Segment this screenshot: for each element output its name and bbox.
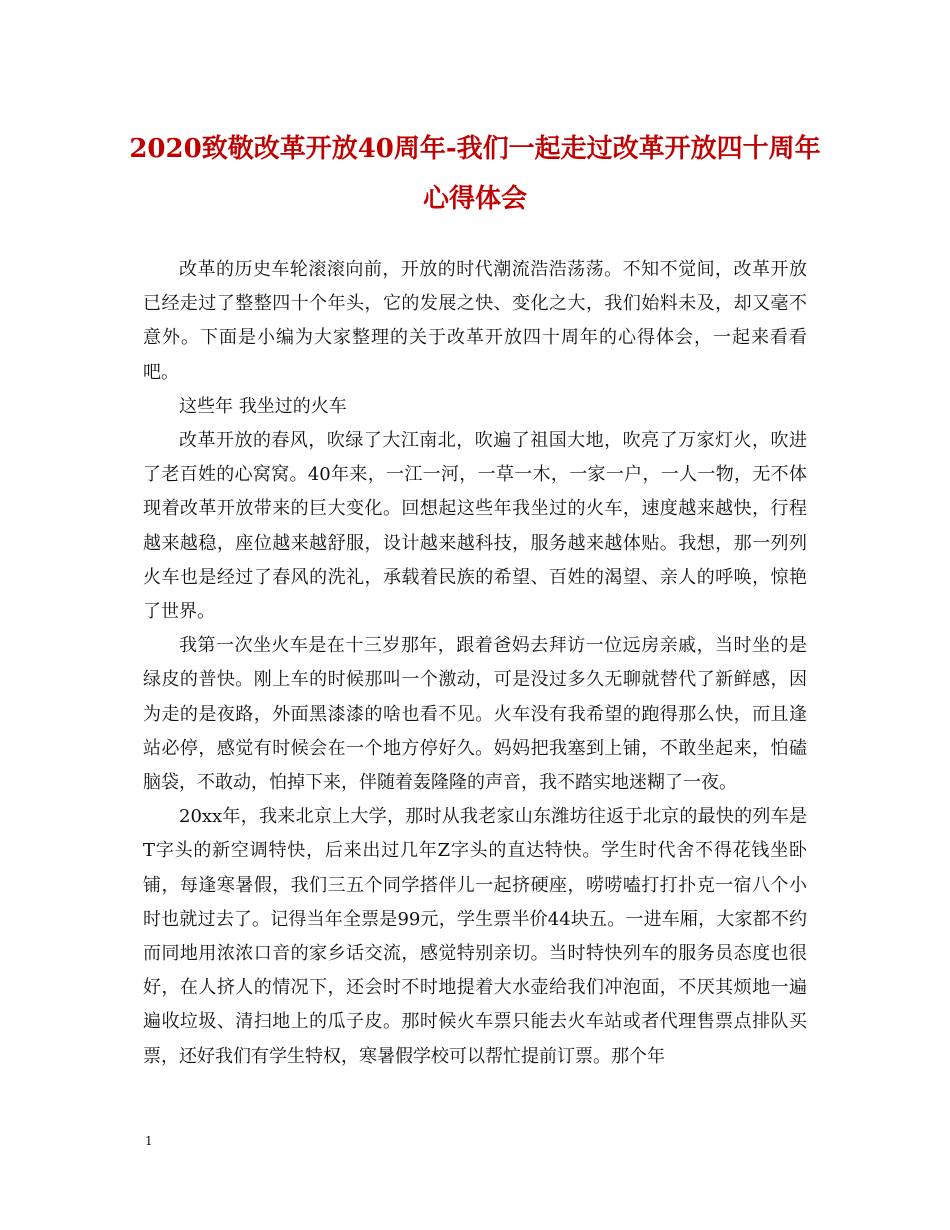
document-title-line2: 心得体会	[422, 184, 527, 214]
page-number: 1	[145, 1134, 153, 1148]
document-title-line1: 2020致敬改革开放40周年-我们一起走过改革开放四十周年	[129, 134, 821, 164]
document-body	[143, 253, 807, 1074]
body-paragraph: 改革开放的春风，吹绿了大江南北，吹遍了祖国大地，吹亮了万家灯火，吹进了老百姓的心窝窝。40年来，一江一河，一草一木，一家一户，一人一物，无不体现着改革开放带来的巨大变化。回想起这些年我坐过的火车，速度越来越快，行程越来越稳，座位越来越舒服，设计越来越科技，服务越来越体贴。我想，那一列列火车也是经过了春风的洗礼，承载着民族的希望、百姓的渴望、亲人的呼唤，惊艳了世界。	[143, 430, 807, 623]
section-subheading: 这些年 我坐过的火车	[179, 395, 347, 417]
body-paragraph: 我第一次坐火车是在十三岁那年，跟着爸妈去拜访一位远房亲戚，当时坐的是绿皮的普快。刚上车的时候那叫一个激动，可是没过多久无聊就替代了新鲜感，因为走的是夜路，外面黑漆漆的啥也看不见。火车没有我希望的跑得那么快，而且逢站必停，感觉有时候会在一个地方停好久。妈妈把我塞到上铺，不敢坐起来，怕磕脑袋，不敢动，怕掉下来，伴随着轰隆隆的声音，我不踏实地迷糊了一夜。	[143, 635, 807, 794]
body-paragraph: 20xx年，我来北京上大学，那时从我老家山东潍坊往返于北京的最快的列车是T字头的新空调特快，后来出过几年Z字头的直达特快。学生时代舍不得花钱坐卧铺，每逢寒暑假，我们三五个同学搭伴儿一起挤硬座，唠唠嗑打打扑克一宿八个小时也就过去了。记得当年全票是99元，学生票半价44块五。一进车厢，大家都不约而同地用浓浓口音的家乡话交流，感觉特别亲切。当时特快列车的服务员态度也很好，在人挤人的情况下，还会时不时地提着大水壶给我们冲泡面，不厌其烦地一遍遍收垃圾、清扫地上的瓜子皮。那时候火车票只能去火车站或者代理售票点排队买票，还好我们有学生特权，寒暑假学校可以帮忙提前订票。那个年	[143, 806, 807, 1067]
intro-paragraph: 改革的历史车轮滚滚向前，开放的时代潮流浩浩荡荡。不知不觉间，改革开放已经走过了整整四十个年头，它的发展之快、变化之大，我们始料未及，却又毫不意外。下面是小编为大家整理的关于改革开放四十周年的心得体会，一起来看看吧。	[143, 259, 807, 383]
